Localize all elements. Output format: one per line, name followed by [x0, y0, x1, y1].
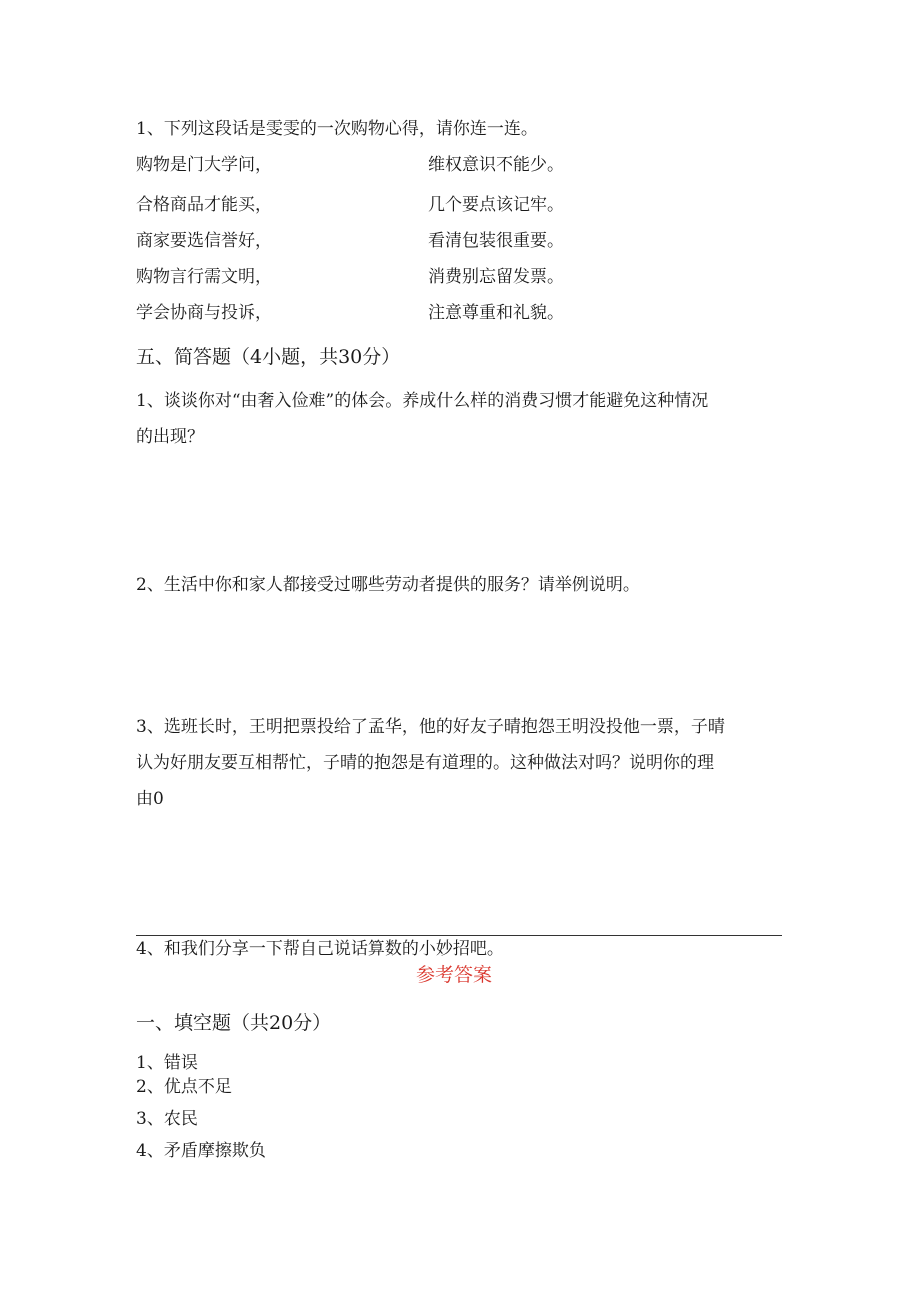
match-left-item: 商家要选信誉好，: [136, 231, 272, 251]
match-right-item: 看清包装很重要。: [428, 231, 564, 251]
answer-item: 4、矛盾摩擦欺负: [136, 1141, 266, 1161]
answer-key-title: 参考答案: [416, 964, 493, 986]
question-3-line: 由0: [136, 789, 164, 809]
question-2: 2、生活中你和家人都接受过哪些劳动者提供的服务？请举例说明。: [136, 575, 640, 595]
match-left-item: 学会协商与投诉，: [136, 303, 272, 323]
answer-item: 1、错误: [136, 1053, 198, 1073]
match-right-item: 消费别忘留发票。: [428, 267, 564, 287]
question-3-line: 认为好朋友要互相帮忙，子晴的抱怨是有道理的。这种做法对吗？说明你的理: [136, 753, 714, 773]
question-1-line: 1、谈谈你对“由奢入俭难”的体会。养成什么样的消费习惯才能避免这种情况: [136, 391, 709, 411]
section-title: 五、简答题（4小题，共30分）: [136, 346, 401, 368]
answer-item: 2、优点不足: [136, 1077, 232, 1097]
match-right-item: 维权意识不能少。: [428, 155, 564, 175]
question-1-line: 的出现？: [136, 427, 204, 447]
divider-line: [136, 935, 782, 936]
answer-item: 3、农民: [136, 1109, 198, 1129]
match-right-item: 注意尊重和礼貌。: [428, 303, 564, 323]
match-left-item: 合格商品才能买，: [136, 195, 272, 215]
answer-section-title: 一、填空题（共20分）: [136, 1012, 332, 1034]
question-3-line: 3、选班长时，王明把票投给了孟华，他的好友子晴抱怨王明没投他一票，子晴: [136, 717, 725, 737]
match-right-item: 几个要点该记牢。: [428, 195, 564, 215]
match-left-item: 购物是门大学问，: [136, 155, 272, 175]
question-4: 4、和我们分享一下帮自己说话算数的小妙招吧。: [136, 939, 504, 959]
match-left-item: 购物言行需文明，: [136, 267, 272, 287]
match-question-prompt: 1、下列这段话是雯雯的一次购物心得，请你连一连。: [136, 119, 538, 139]
